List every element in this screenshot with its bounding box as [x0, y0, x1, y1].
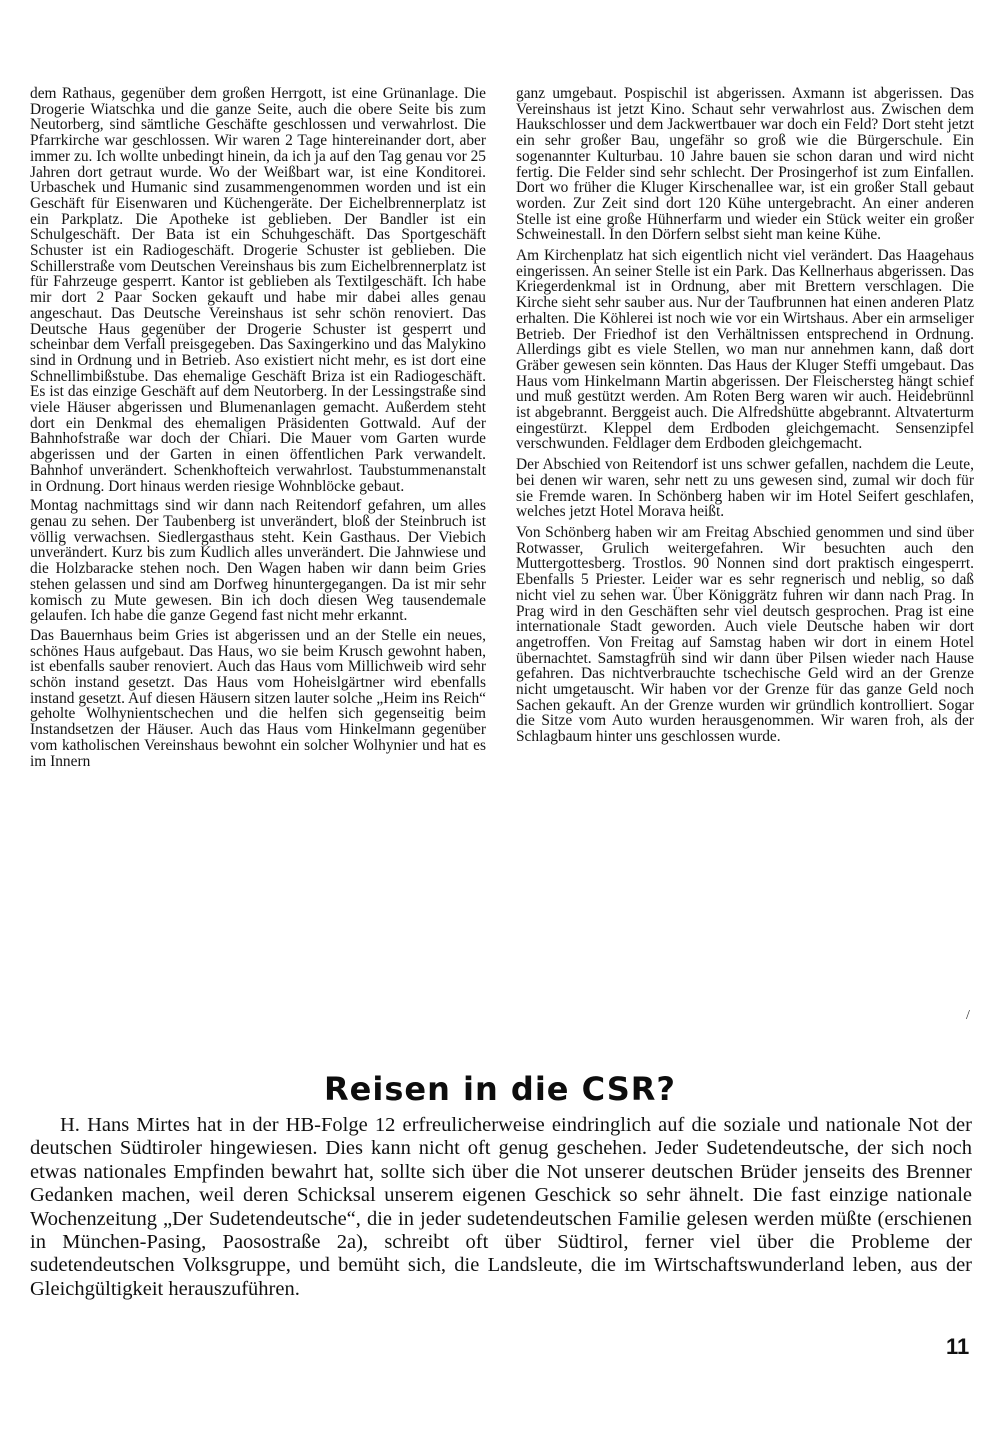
right-column: [516, 86, 974, 750]
page-number: 11: [946, 1334, 970, 1359]
right-paragraph-3: Der Abschied von Reitendorf ist uns schwer gefallen, nachdem die Leute, bei denen wir waren, sehr nett zu uns gewesen sind, zumal wir doch für sie Fremde waren. In Schönberg haben wir im Hotel Seifert geschlafen, welches jetzt Hotel Morava heißt.: [516, 456, 974, 521]
article-headline: Reisen in die CSR?: [324, 1070, 676, 1108]
right-paragraph-4: Von Schönberg haben wir am Freitag Abschied genommen und sind über Rotwasser, Grulich weitergefahren. Wir besuchten auch den Muttergottesberg. Trostlos. 90 Nonnen sind dort praktisch eingesperrt. Ebenfalls 5 Priester. Leider war es sehr regnerisch und neblig, so daß nicht viel zu sehen war. Über Königgrätz fuhren wir dann nach Prag. In Prag wird in den Geschäften sehr viel deutsch gesprochen. Prag ist eine internationale Stadt geworden. Auch viele Deutsche haben wir dort angetroffen. Von Freitag auf Samstag haben wir dort in einem Hotel übernachtet. Samstagfrüh sind wir dann über Pilsen wieder nach Hause gefahren. Das nichtverbrauchte tschechische Geld wird an der Grenze nicht umgetauscht. Wir haben vor der Grenze für das ganze Geld noch Sachen gekauft. An der Grenze wurden wir gründlich kontrolliert. Sogar die Sitze vom Auto wurden herausgenommen. Wir waren froh, als der Schlagbaum hinter uns geschlossen wurde.: [516, 523, 974, 746]
lead-article: [30, 1114, 972, 1301]
end-mark: /: [966, 1008, 970, 1023]
left-paragraph-2: Montag nachmittags sind wir dann nach Reitendorf gefahren, um alles genau zu sehen. Der Taubenberg ist unverändert, bloß der Steinbruch ist völlig verwachsen. Siedlergasthaus steht. Kein Gasthaus. Der Viebich unverändert. Kurz bis zum Kudlich alles unverändert. Die Jahnwiese und die Holzbaracke stehen noch. Den Wagen haben wir dann beim Gries stehen gelassen und sind am Dorfweg hinuntergegangen. Da ist mir sehr komisch zu Mute gewesen. Bin ich doch diesen Weg tausendemale gelaufen. Ich habe die ganze Gegend fast nicht mehr erkannt.: [30, 497, 486, 625]
left-paragraph-3: Das Bauernhaus beim Gries ist abgerissen und an der Stelle ein neues, schönes Haus aufgebaut. Das Haus, wo sie beim Krusch gewohnt haben, ist ebenfalls sauber renoviert. Auch das Haus vom Millichweib wird sehr schön instand gesetzt. Das Haus vom Hoheislgärtner wird ebenfalls instand gesetzt. Auf diesen Häusern sitzen lauter solche „Heim ins Reich“ geholte Wolhynientschechen und die helfen sich gegenseitig beim Instandsetzen der Häuser. Auch das Haus vom Hinkelmann gegenüber vom katholischen Vereinshaus bewohnt ein solcher Wolhynier und hat es im Innern: [30, 626, 486, 770]
right-paragraph-1: ganz umgebaut. Pospischil ist abgerissen. Axmann ist abgerissen. Das Vereinshaus ist jetzt Kino. Schaut sehr verwahrlost aus. Zwischen dem Haukschlosser und dem Jackwertbauer war doch ein Feld? Dort steht jetzt ein sehr großer Bau, ungefähr so groß wie die Bürgerschule. Ein sogenannter Kulturbau. 10 Jahre bauen sie schon daran und wird nicht fertig. Die Felder sind sehr schlecht. Der Prosingerhof ist zum Einfallen. Dort wo früher die Kluger Kirschenallee war, ist ein großer Stall gebaut worden. Zur Zeit sind dort 120 Kühe untergebracht. An einer anderen Stelle ist eine große Hühnerfarm und wieder ein Stück weiter ein großer Schweinestall. In den Dörfern selbst sieht man keine Kühe.: [516, 85, 974, 244]
left-column: [30, 86, 486, 773]
lead-paragraph: H. Hans Mirtes hat in der HB-Folge 12 erfreulicherweise eindringlich auf die soziale und nationale Not der deutschen Südtiroler hingewiesen. Dies kann nicht oft genug geschehen. Jeder Sudetendeutsche, der sich noch etwas nationales Empfinden bewahrt hat, sollte sich über die Not unserer deutschen Brüder jenseits des Brenner Gedanken machen, weil deren Schicksal unserem eigenen Geschick so sehr ähnelt. Die fast einzige nationale Wochenzeitung „Der Sudetendeutsche“, die in jeder sudetendeutschen Familie gelesen werden müßte (erschienen in München-Pasing, Paosostraße 2a), schreibt oft über Südtirol, ferner viel über die Probleme der sudetendeutschen Volksgruppe, und bemüht sich, die Landsleute, die im Wirtschaftswunderland leben, aus der Gleichgültigkeit herauszuführen.: [30, 1114, 972, 1300]
right-paragraph-2: Am Kirchenplatz hat sich eigentlich nicht viel verändert. Das Haagehaus eingerissen. An seiner Stelle ist ein Park. Das Kellnerhaus abgerissen. Das Kriegerdenkmal ist in Ordnung, aber mit Brettern verschlagen. Die Kirche sieht sehr sauber aus. Nur der Taufbrunnen hat einen anderen Platz erhalten. Die Köhlerei ist noch wie vor ein Wirtshaus. Aber ein armseliger Betrieb. Der Friedhof ist den Verhältnissen entsprechend in Ordnung. Allerdings gibt es viele Stellen, wo man nur annehmen kann, daß dort Gräber gewesen sein könnten. Das Haus der Kluger Steffi umgebaut. Das Haus vom Hinkelmann Martin abgerissen. Der Fleischersteg hängt schief und muß gestützt werden. Am Roten Berg waren wir auch. Heidebrünnl ist abgebrannt. Berggeist auch. Die Alfredshütte abgebrannt. Altvaterturm eingestürzt. Kleppel dem Erdboden gleichgemacht. Sensenzipfel verschwunden. Feldlager dem Erdboden gleichgemacht.: [516, 247, 974, 453]
left-paragraph-1: dem Rathaus, gegenüber dem großen Herrgott, ist eine Grünanlage. Die Drogerie Wiatschka und die ganze Seite, auch die obere Seite bis zum Neutorberg, sind sämtliche Geschäfte geschlossen und verwahrlost. Die Pfarrkirche war geschlossen. Wir waren 2 Tage hintereinander dort, aber immer zu. Ich wollte unbedingt hinein, da ich ja auf den Tag genau vor 25 Jahren dort getraut wurde. Wo der Weißbart war, ist eine Konditorei. Urbaschek und Humanic sind zusammengenommen worden und ist ein Geschäft für Eisenwaren und Küchengeräte. Der Eichelbrennerplatz ist ein Parkplatz. Die Apotheke ist geblieben. Der Bandler ist ein Schulgeschäft. Der Bata ist ein Schuhgeschäft. Das Sportgeschäft Schuster ist ein Radiogeschäft. Drogerie Schuster ist geblieben. Die Schillerstraße vom Deutschen Vereinshaus bis zum Eichelbrennerplatz ist für Fahrzeuge gesperrt. Kantor ist geblieben als Textilgeschäft. Ich habe mir dort 2 Paar Socken gekauft und habe mir dabei alles genau angeschaut. Das Deutsche Vereinshaus ist sehr schön renoviert. Das Deutsche Haus gegenüber der Drogerie Schuster ist gesperrt und scheinbar dem Verfall preisgegeben. Das Saxingerkino und das Malykino sind in Ordnung und in Betrieb. Aso existiert nicht mehr, es ist dort eine Schnellimbißstube. Das ehemalige Geschäft Briza ist ein Radiogeschäft. Es ist das einzige Geschäft auf dem Neutorberg. In der Lessingstraße sind viele Häuser abgerissen und Blumenanlagen gemacht. Außerdem steht dort ein Denkmal des ehemaligen Präsidenten Gottwald. Auf der Bahnhofstraße war doch der Chiari. Die Mauer vom Garten wurde abgerissen und der Garten in einen öffentlichen Park verwandelt. Bahnhof unverändert. Schenkhofteich verwahrlost. Taubstummenanstalt in Ordnung. Dort hinaus werden riesige Wohnblöcke gebaut.: [30, 85, 486, 495]
